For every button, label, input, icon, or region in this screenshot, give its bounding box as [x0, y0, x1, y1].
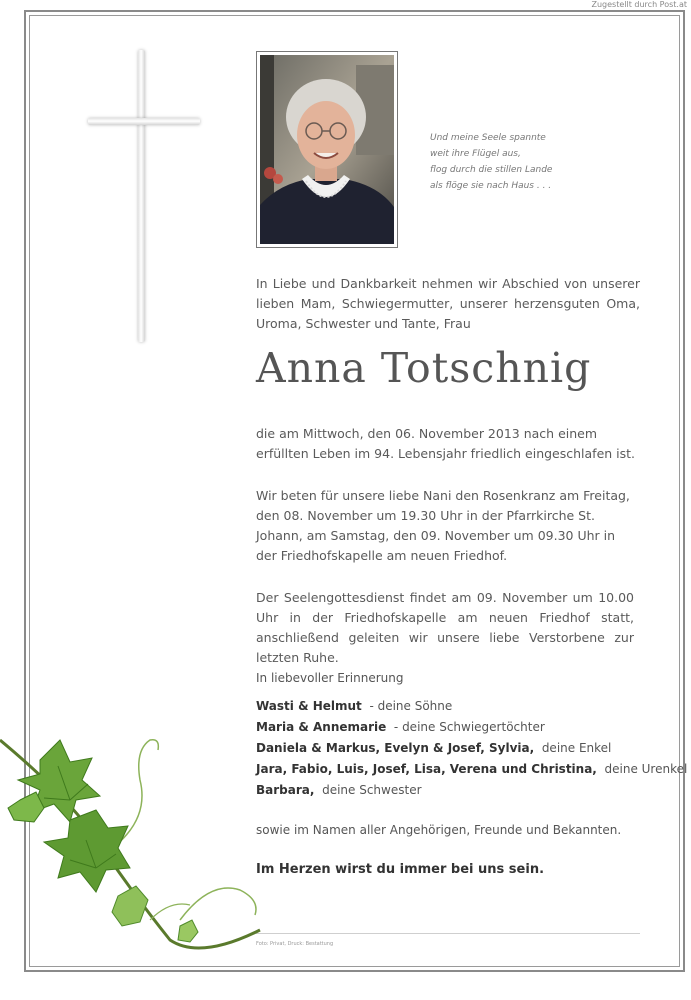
- mourner-relation: deine Schwester: [322, 783, 422, 797]
- cross-bar: [88, 118, 200, 125]
- mourner-names: Jara, Fabio, Luis, Josef, Lisa, Verena und Christina,: [256, 762, 597, 776]
- mourner-row: [256, 717, 656, 738]
- service-paragraph: Der Seelengottesdienst findet am 09. November um 10.00 Uhr in der Friedhofskapelle am neuen Friedhof statt, anschließend geleiten wir unsere liebe Verstorbene zur letzten Ruhe.: [256, 590, 634, 665]
- others-text: sowie im Namen aller Angehörigen, Freunde und Bekannten.: [256, 823, 622, 837]
- mourners-list: [256, 696, 688, 801]
- mourner-relation: - deine Schwiegertöchter: [393, 720, 545, 734]
- memory-label: In liebevoller Erinnerung: [256, 671, 404, 685]
- mourner-relation: deine Urenkel: [604, 762, 688, 776]
- grapevine-icon: [0, 700, 300, 970]
- delivery-note: Zugestellt durch Post.at: [591, 0, 687, 9]
- mourner-row: [256, 738, 656, 759]
- poem-line: als flöge sie nach Haus . . .: [430, 181, 552, 191]
- poem-line: Und meine Seele spannte: [430, 133, 546, 143]
- poem: [430, 130, 610, 194]
- mourner-names: Wasti & Helmut: [256, 699, 362, 713]
- poem-line: flog durch die stillen Lande: [430, 165, 553, 175]
- portrait-photo: [256, 51, 398, 248]
- portrait-image: [260, 55, 394, 244]
- cross-icon: [138, 50, 145, 342]
- mourner-names: Daniela & Markus, Evelyn & Josef, Sylvia,: [256, 741, 535, 755]
- intro-text: In Liebe und Dankbarkeit nehmen wir Abschied von unserer lieben Mam, Schwiegermutter, unserer herzensguten Oma, Uroma, Schwester und Tante, Frau: [256, 276, 640, 331]
- poem-line: weit ihre Flügel aus,: [430, 149, 521, 159]
- mourner-relation: deine Enkel: [541, 741, 612, 755]
- footer-divider: [256, 933, 640, 934]
- mourner-names: Barbara,: [256, 783, 315, 797]
- mourner-row: [256, 759, 688, 780]
- mourner-row: [256, 780, 656, 801]
- mourner-row: [256, 696, 656, 717]
- rosary-paragraph: Wir beten für unsere liebe Nani den Rosenkranz am Freitag, den 08. November um 19.30 Uhr in der Pfarrkirche St. Johann, am Samstag, den 09. November um 09.30 Uhr in der Friedhofskapelle am neuen Friedhof.: [256, 488, 630, 563]
- mourner-names: Maria & Annemarie: [256, 720, 387, 734]
- death-paragraph: die am Mittwoch, den 06. November 2013 nach einem erfüllten Leben im 94. Lebensjahr friedlich eingeschlafen ist.: [256, 426, 636, 461]
- closing-line: Im Herzen wirst du immer bei uns sein.: [256, 862, 545, 877]
- footer-credit: Foto: Privat, Druck: Bestattung: [256, 941, 334, 947]
- deceased-name: Anna Totschnig: [256, 344, 592, 392]
- mourner-relation: - deine Söhne: [369, 699, 453, 713]
